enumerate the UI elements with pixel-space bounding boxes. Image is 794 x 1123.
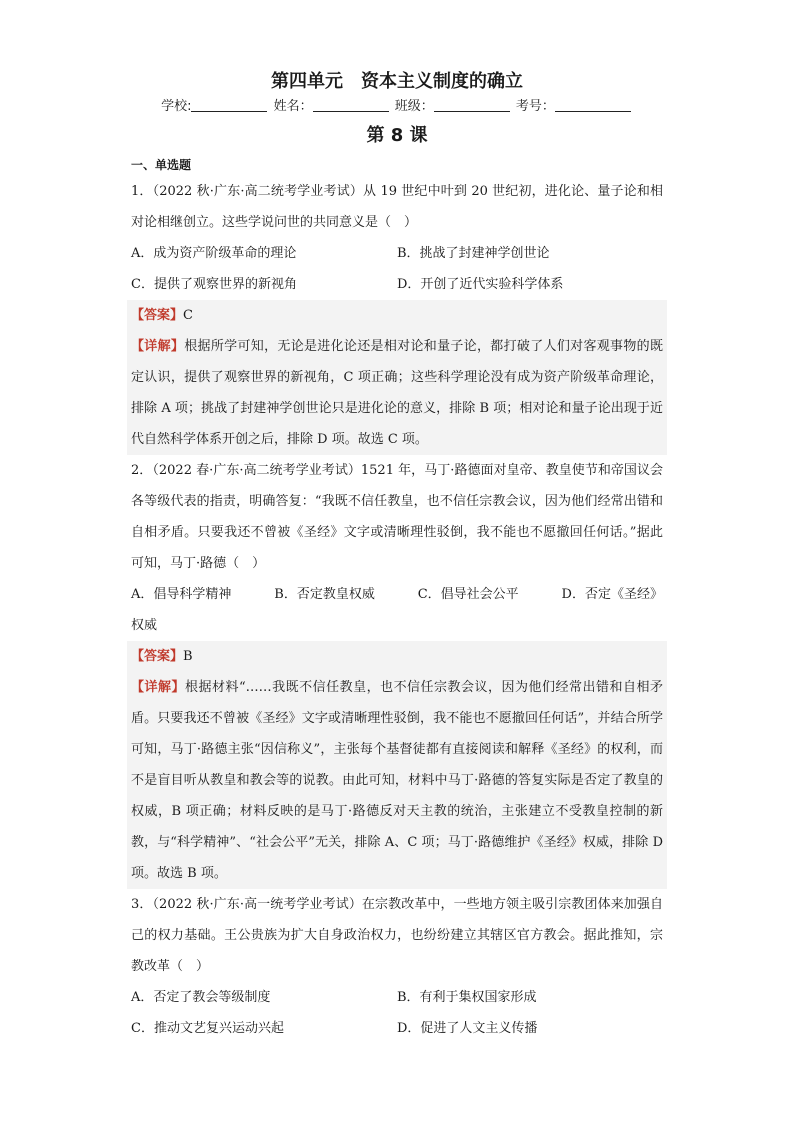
detail-tag: 【详解】 xyxy=(131,680,185,695)
detail-tag: 【详解】 xyxy=(131,339,185,354)
option-a[interactable]: A．倡导科学精神 xyxy=(131,587,232,602)
option-list xyxy=(131,238,663,300)
option-b[interactable]: B．否定教皇权威 xyxy=(274,587,375,602)
option-d-continuation: 权威 xyxy=(131,618,158,633)
question-stem: 2．（2022 春·广东·高二统考学业考试）1521 年，马丁·路德面对皇帝、教皇使节和帝国议会各等级代表的指责，明确答复：“我既不信任教皇，也不信任宗教会议，因为他们经常出错和自相矛盾。只要我还不曾被《圣经》文字或清晰理性驳倒，我不能也不愿撤回任何话。”据此可知，马丁·路德（ ） xyxy=(131,463,663,571)
option-list xyxy=(131,982,663,1044)
answer-value: B xyxy=(183,649,193,664)
option-c[interactable]: C．提供了观察世界的新视角 xyxy=(131,277,297,292)
exam-no-label: 考号： xyxy=(515,99,555,114)
question-stem: 3．（2022 秋·广东·高一统考学业考试）在宗教改革中，一些地方领主吸引宗教团体来加强自己的权力基础。王公贵族为扩大自身政治权力，也纷纷建立其辖区官方教会。据此推知，宗教改革（ ） xyxy=(131,897,663,974)
school-label: 学校: xyxy=(161,99,192,114)
option-b[interactable]: B．有利于集权国家形成 xyxy=(397,990,537,1005)
question-2 xyxy=(131,455,663,889)
answer-tag: 【答案】 xyxy=(131,308,184,323)
option-a[interactable]: A．成为资产阶级革命的理论 xyxy=(131,246,297,261)
detail-text: 根据所学可知，无论是进化论还是相对论和量子论，都打破了人们对客观事物的既定认识，提供了观察世界的新视角，C 项正确；这些科学理论没有成为资产阶级革命理论，排除 A 项；挑战了封建神学创世论只是进化论的意义，排除 B 项；相对论和量子论出现于近代自然科学体系开创之后，排除 D 项。故选 C 项。 xyxy=(131,339,663,447)
option-d[interactable]: D．开创了近代实验科学体系 xyxy=(397,277,564,292)
answer-value: C xyxy=(183,308,193,323)
option-a[interactable]: A．否定了教会等级制度 xyxy=(131,990,271,1005)
class-label: 班级： xyxy=(394,99,434,114)
unit-title: 第四单元 资本主义制度的确立 xyxy=(271,71,523,92)
detail-text: 根据材料“……我既不信任教皇，也不信任宗教会议，因为他们经常出错和自相矛盾。只要我还不曾被《圣经》文字或清晰理性驳倒，我不能也不愿撤回任何话”，并结合所学可知，马丁·路德主张“因信称义”，主张每个基督徒都有直接阅读和解释《圣经》的权利，而不是盲目听从教皇和教会等的说教。由此可知，材料中马丁·路德的答复实际是否定了教皇的权威，B 项正确；材料反映的是马丁·路德反对天主教的统治，主张建立不受教皇控制的新教，与“科学精神”、“社会公平”无关，排除 A、C 项；马丁·路德维护《圣经》权威，排除 D 项。故选 B 项。 xyxy=(131,680,663,881)
answer-tag: 【答案】 xyxy=(131,649,184,664)
school-blank[interactable] xyxy=(191,97,267,112)
option-c[interactable]: C．推动文艺复兴运动兴起 xyxy=(131,1021,284,1036)
class-blank[interactable] xyxy=(434,97,510,112)
option-c[interactable]: C．倡导社会公平 xyxy=(417,587,519,602)
option-list xyxy=(131,579,663,610)
question-stem: 1．（2022 秋·广东·高二统考学业考试）从 19 世纪中叶到 20 世纪初，进化论、量子论和相对论相继创立。这些学说问世的共同意义是（ ） xyxy=(131,184,663,230)
answer-block xyxy=(127,641,667,889)
question-3 xyxy=(131,889,663,1044)
option-b[interactable]: B．挑战了封建神学创世论 xyxy=(397,246,550,261)
name-label: 姓名： xyxy=(273,99,313,114)
document-page xyxy=(131,60,663,1044)
name-blank[interactable] xyxy=(313,97,389,112)
option-d[interactable]: D．否定《圣经》 xyxy=(561,587,663,602)
option-d[interactable]: D．促进了人文主义传播 xyxy=(397,1021,538,1036)
answer-block xyxy=(127,300,667,455)
section-title: 一、单选题 xyxy=(131,158,192,172)
lesson-title: 第 8 课 xyxy=(366,125,428,146)
student-info-line xyxy=(131,96,663,118)
exam-no-blank[interactable] xyxy=(555,97,631,112)
question-1 xyxy=(131,176,663,455)
